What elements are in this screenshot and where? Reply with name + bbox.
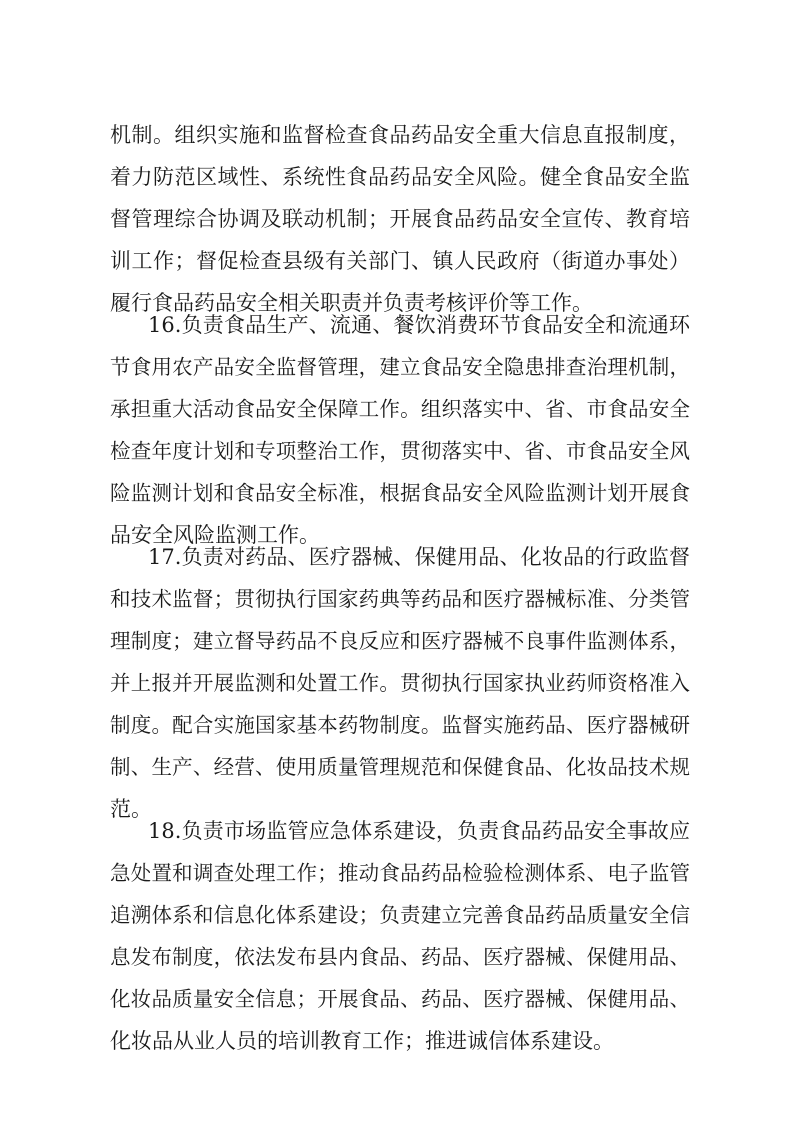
paragraph-17-first-line: 17.负责对药品、医疗器械、保健用品、化妆品的行政监督 (148, 545, 690, 569)
text-line: 急处置和调查处理工作；推动食品药品检验检测体系、电子监管 (110, 861, 690, 885)
paragraph-16-first-line: 16.负责食品生产、流通、餐饮消费环节食品安全和流通环 (148, 313, 690, 337)
text-line: 化妆品从业人员的培训教育工作；推进诚信体系建设。 (110, 1029, 614, 1053)
text-line: 化妆品质量安全信息；开展食品、药品、医疗器械、保健用品、 (110, 987, 690, 1011)
text-line: 机制。组织实施和监督检查食品药品安全重大信息直报制度， (110, 123, 690, 147)
text-line: 检查年度计划和专项整治工作，贯彻落实中、省、市食品安全风 (110, 439, 690, 463)
text-line: 承担重大活动食品安全保障工作。组织落实中、省、市食品安全 (110, 397, 690, 421)
text-line: 和技术监督；贯彻执行国家药典等药品和医疗器械标准、分类管 (110, 587, 690, 611)
text-line: 履行食品药品安全相关职责并负责考核评价等工作。 (110, 291, 593, 315)
text-line: 节食用农产品安全监督管理，建立食品安全隐患排查治理机制， (110, 355, 690, 379)
text-line: 督管理综合协调及联动机制；开展食品药品安全宣传、教育培 (110, 207, 690, 231)
text-line: 险监测计划和食品安全标准，根据食品安全风险监测计划开展食 (110, 481, 690, 505)
text-line: 着力防范区域性、系统性食品药品安全风险。健全食品安全监 (110, 165, 690, 189)
text-line: 制、生产、经营、使用质量管理规范和保健食品、化妆品技术规 (110, 755, 690, 779)
text-line: 理制度；建立督导药品不良反应和医疗器械不良事件监测体系， (110, 629, 690, 653)
text-line: 训工作；督促检查县级有关部门、镇人民政府（街道办事处） (110, 249, 690, 273)
text-line: 范。 (110, 797, 152, 821)
paragraph-18-first-line: 18.负责市场监管应急体系建设，负责食品药品安全事故应 (148, 819, 690, 843)
text-line: 品安全风险监测工作。 (110, 523, 320, 547)
text-line: 制度。配合实施国家基本药物制度。监督实施药品、医疗器械研 (110, 713, 690, 737)
text-line: 追溯体系和信息化体系建设；负责建立完善食品药品质量安全信 (110, 903, 690, 927)
text-line: 息发布制度，依法发布县内食品、药品、医疗器械、保健用品、 (110, 945, 690, 969)
text-line: 并上报并开展监测和处置工作。贯彻执行国家执业药师资格准入 (110, 671, 690, 695)
